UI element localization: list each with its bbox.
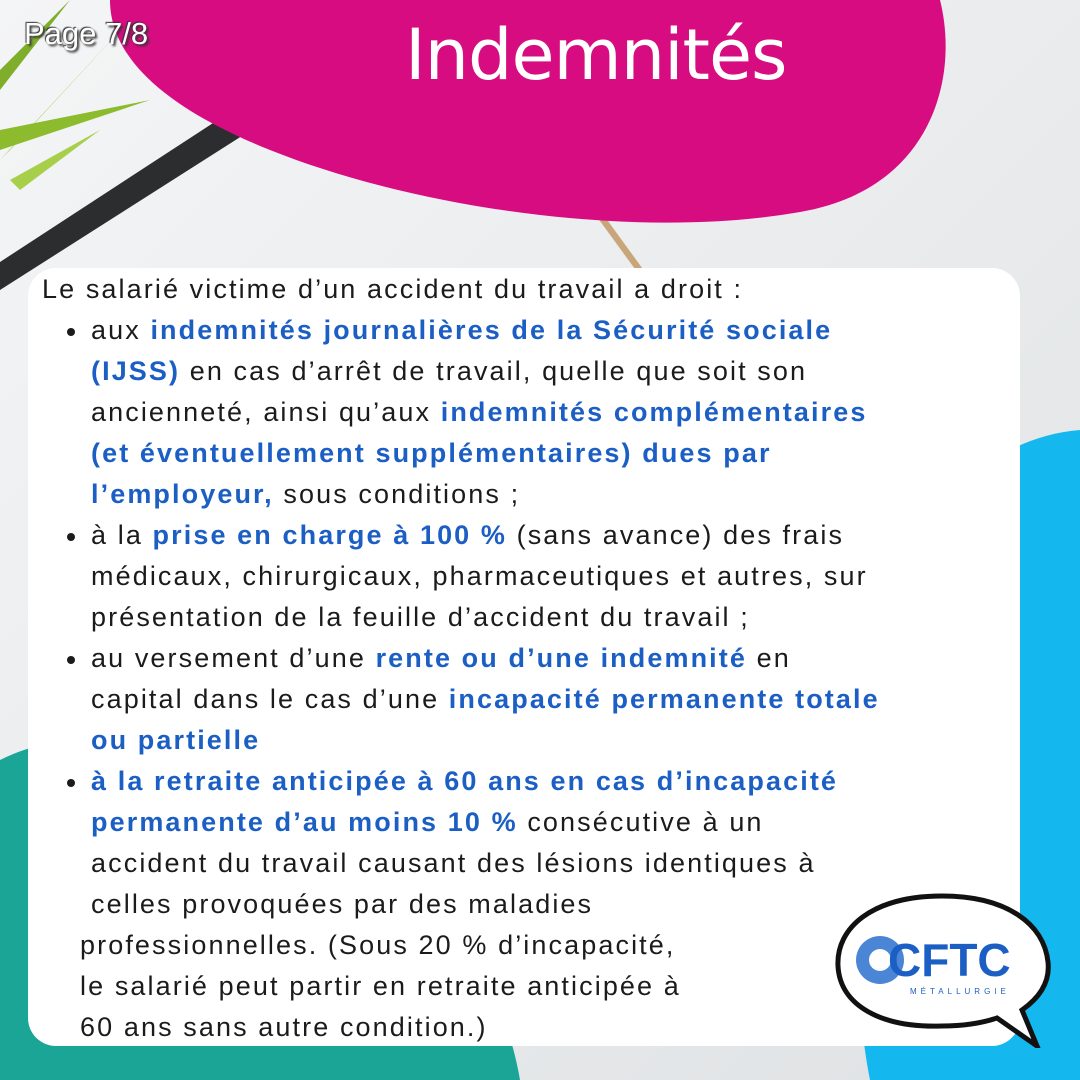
highlighted-text: l’employeur, [91,479,274,509]
text-segment: en cas d’arrêt de travail, quelle que soit son [180,356,808,386]
page-indicator: Page 7/8 [24,16,149,51]
text-segment: (sans avance) des frais [507,520,845,550]
bullet-icon [67,533,75,541]
closing-line: le salarié peut partir en retraite anticipée à [80,971,681,1001]
logo-text: CFTC [888,934,1011,986]
page-title: Indemnités [405,14,787,96]
highlighted-text: (et éventuellement supplémentaires) dues par [91,438,772,468]
bullet-icon [67,656,75,664]
text-line [91,440,772,467]
highlighted-text: indemnités journalières de la Sécurité sociale [150,315,833,345]
text-segment: celles provoquées par des maladies [91,889,594,919]
text-line [91,850,816,877]
text-segment: médicaux, chirurgicaux, pharmaceutiques et autres, sur [91,561,868,591]
text-line [91,522,844,549]
text-segment: sous conditions ; [273,479,521,509]
text-segment: présentation de la feuille d’accident du travail ; [91,602,750,632]
bullet-icon [67,779,75,787]
text-line [91,809,764,836]
highlighted-text: à la retraite anticipée à 60 ans en cas d’incapacité [91,766,839,796]
text-segment: au versement d’une [91,643,376,673]
highlighted-text: (IJSS) [91,356,181,386]
text-segment: aux [91,315,151,345]
closing-line: 60 ans sans autre condition.) [80,1012,488,1042]
text-line [91,481,520,508]
bullet-icon [67,328,75,336]
logo-subtitle: MÉTALLURGIE [910,987,1010,996]
intro-text: Le salarié victime d’un accident du travail a droit : [42,274,744,304]
text-line [91,645,791,672]
highlighted-text: rente ou d’une indemnité [375,643,747,673]
text-line [91,686,880,713]
text-line [91,891,593,918]
text-segment: ancienneté, ainsi qu’aux [91,397,441,427]
highlighted-text: ou partielle [91,725,261,755]
text-line [91,563,868,590]
text-segment: à la [91,520,153,550]
text-segment: capital dans le cas d’une [91,684,449,714]
highlighted-text: permanente d’au moins 10 % [91,807,518,837]
text-segment: accident du travail causant des lésions identiques à [91,848,816,878]
cftc-logo [832,888,1052,1048]
text-line [91,317,832,344]
highlighted-text: incapacité permanente totale [448,684,880,714]
highlighted-text: indemnités complémentaires [440,397,868,427]
text-segment: en [746,643,791,673]
text-line [91,727,260,754]
text-line [91,604,750,631]
text-line [91,358,807,385]
text-line [91,399,867,426]
text-line [91,768,838,795]
text-segment: consécutive à un [517,807,764,837]
highlighted-text: prise en charge à 100 % [152,520,508,550]
closing-line: professionnelles. (Sous 20 % d’incapacité, [80,930,676,960]
